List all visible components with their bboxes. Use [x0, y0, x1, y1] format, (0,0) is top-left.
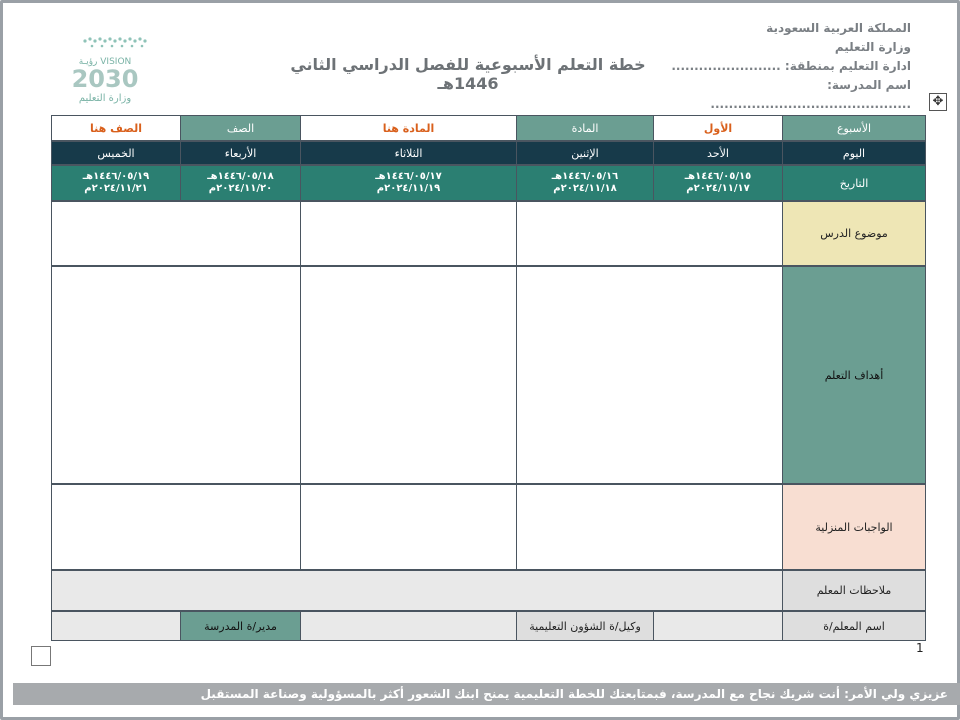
learning-goals-label-cell: أهداف التعلم	[782, 266, 926, 484]
day-cell-wednesday: الأربعاء	[180, 141, 301, 165]
parent-message-footer: عزيزي ولي الأمر: أنت شريك نجاح مع المدرسة، فبمتابعتك للخطة التعليمية يمنح ابنك الشعور أكثر بالمسؤولية وصناعة المستقبل	[13, 683, 960, 705]
day-cell-thursday: الخميس	[51, 141, 181, 165]
date-cell-wednesday	[180, 165, 301, 201]
gregorian-date: ٢٠٢٤/١١/١٨م	[553, 183, 617, 194]
week-value-cell[interactable]: الأول	[653, 115, 783, 141]
homework-input-tuesday[interactable]	[300, 484, 517, 570]
table-move-handle-icon[interactable]: ✥	[929, 93, 947, 111]
weekly-plan-table	[51, 115, 926, 641]
hijri-date: ١٤٤٦/٠٥/١٨هـ	[207, 171, 274, 182]
class-label-cell: الصف	[180, 115, 301, 141]
header-country: المملكة العربية السعودية	[766, 21, 911, 35]
teacher-name-input[interactable]	[653, 611, 783, 641]
principal-name-input[interactable]	[51, 611, 181, 641]
teacher-name-label-cell: اسم المعلم/ة	[782, 611, 926, 641]
subject-value-cell[interactable]: المادة هنا	[300, 115, 517, 141]
header-education-department: ادارة التعليم بمنطقة: ........................	[671, 59, 911, 73]
homework-input-sun-mon[interactable]	[516, 484, 783, 570]
date-label-cell: التاريخ	[782, 165, 926, 201]
vision-2030-logo	[55, 33, 155, 105]
principal-label-cell: مدير/ة المدرسة	[180, 611, 301, 641]
hijri-date: ١٤٤٦/٠٥/١٧هـ	[375, 171, 442, 182]
teacher-notes-label-cell: ملاحظات المعلم	[782, 570, 926, 611]
homework-input-wed-thu[interactable]	[51, 484, 301, 570]
class-value-cell[interactable]: الصف هنا	[51, 115, 181, 141]
gregorian-date: ٢٠٢٤/١١/١٧م	[686, 183, 750, 194]
logo-year-text: 2030	[71, 65, 139, 93]
gregorian-date: ٢٠٢٤/١١/٢٠م	[208, 183, 273, 194]
checkbox-marker[interactable]	[31, 646, 51, 666]
day-cell-monday: الإثنين	[516, 141, 654, 165]
header-ministry: وزارة التعليم	[834, 40, 911, 54]
page-title: خطة التعلم الأسبوعية للفصل الدراسي الثاني 1446هـ	[290, 55, 646, 93]
date-cell-monday	[516, 165, 654, 201]
ministry-header	[671, 19, 911, 114]
subject-label-cell: المادة	[516, 115, 654, 141]
page-number: 1	[916, 641, 924, 655]
day-cell-sunday: الأحد	[653, 141, 783, 165]
gregorian-date: ٢٠٢٤/١١/١٩م	[376, 183, 441, 194]
date-cell-thursday	[51, 165, 181, 201]
hijri-date: ١٤٤٦/٠٥/١٩هـ	[82, 171, 150, 182]
deputy-name-input[interactable]	[300, 611, 517, 641]
day-cell-tuesday: الثلاثاء	[300, 141, 517, 165]
lesson-topic-label-cell: موضوع الدرس	[782, 201, 926, 266]
homework-label-cell: الواجبات المنزلية	[782, 484, 926, 570]
learning-goals-input-sun-mon[interactable]	[516, 266, 783, 484]
hijri-date: ١٤٤٦/٠٥/١٥هـ	[684, 171, 752, 182]
gregorian-date: ٢٠٢٤/١١/٢١م	[84, 183, 148, 194]
date-cell-tuesday	[300, 165, 517, 201]
hijri-date: ١٤٤٦/٠٥/١٦هـ	[551, 171, 619, 182]
week-label-cell: الأسبوع	[782, 115, 926, 141]
logo-ministry-text: وزارة التعليم	[78, 93, 132, 104]
lesson-topic-input-sun-mon[interactable]	[516, 201, 783, 266]
logo-vision-text: رؤيـة VISION	[78, 57, 132, 67]
day-label-cell: اليوم	[782, 141, 926, 165]
teacher-notes-input[interactable]	[51, 570, 783, 611]
lesson-topic-input-wed-thu[interactable]	[51, 201, 301, 266]
learning-goals-input-wed-thu[interactable]	[51, 266, 301, 484]
date-cell-sunday	[653, 165, 783, 201]
learning-goals-input-tuesday[interactable]	[300, 266, 517, 484]
header-school-name: اسم المدرسة: ............................................	[710, 78, 911, 111]
deputy-label-cell: وكيل/ة الشؤون التعليمية	[516, 611, 654, 641]
lesson-topic-input-tuesday[interactable]	[300, 201, 517, 266]
